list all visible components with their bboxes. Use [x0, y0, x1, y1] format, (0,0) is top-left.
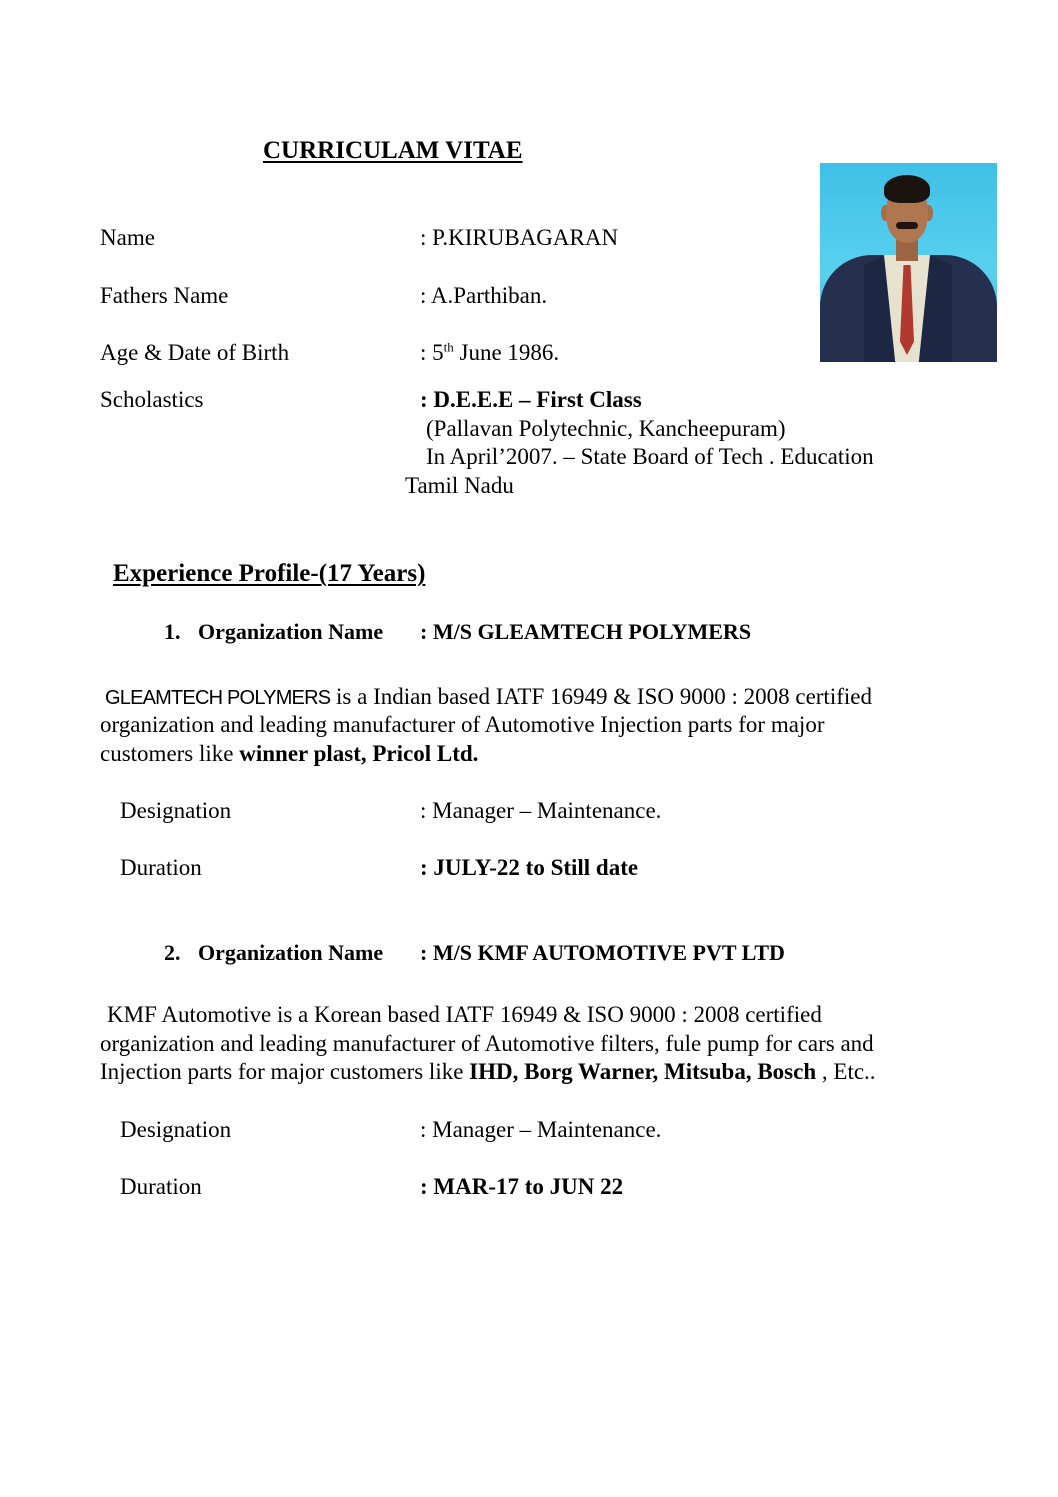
- org1-designation-value: : Manager – Maintenance.: [420, 798, 662, 823]
- scholastics-institution: (Pallavan Polytechnic, Kancheepuram): [426, 416, 786, 441]
- scholastics-state: Tamil Nadu: [405, 473, 514, 498]
- org2-desc-line2: organization and leading manufacturer of Automotive filters, fule pump for cars and: [100, 1031, 874, 1056]
- dob-value: : 5th June 1986.: [420, 339, 560, 365]
- org2-duration-value: : MAR-17 to JUN 22: [420, 1174, 624, 1199]
- org1-duration-value: : JULY-22 to Still date: [420, 855, 639, 880]
- org1-duration-label: Duration: [120, 855, 202, 880]
- name-label: Name: [100, 225, 155, 250]
- org1-designation-label: Designation: [120, 798, 232, 823]
- page-title: CURRICULAM VITAE: [263, 137, 523, 164]
- org2-label: Organization Name: [198, 940, 384, 965]
- father-label: Fathers Name: [100, 283, 229, 308]
- scholastics-label: Scholastics: [100, 387, 204, 412]
- scholastics-year: In April’2007. – State Board of Tech . Education: [426, 444, 874, 469]
- org1-value: : M/S GLEAMTECH POLYMERS: [420, 619, 752, 644]
- org1-desc-line1: GLEAMTECH POLYMERS is a Indian based IATF 16949 & ISO 9000 : 2008 certified: [105, 684, 872, 709]
- org2-designation-value: : Manager – Maintenance.: [420, 1117, 662, 1142]
- org2-duration-label: Duration: [120, 1174, 202, 1199]
- org1-label: Organization Name: [198, 619, 384, 644]
- experience-heading: Experience Profile-(17 Years): [113, 560, 426, 587]
- scholastics-value: : D.E.E.E – First Class: [420, 387, 642, 412]
- dob-label: Age & Date of Birth: [100, 340, 290, 365]
- org2-designation-label: Designation: [120, 1117, 232, 1142]
- org2-value: : M/S KMF AUTOMOTIVE PVT LTD: [420, 940, 785, 965]
- org1-desc-line3: customers like winner plast, Pricol Ltd.: [100, 741, 479, 766]
- org2-desc-line3: Injection parts for major customers like IHD, Borg Warner, Mitsuba, Bosch , Etc..: [100, 1059, 876, 1084]
- org2-desc-line1: KMF Automotive is a Korean based IATF 16949 & ISO 9000 : 2008 certified: [107, 1002, 822, 1027]
- org1-desc-line2: organization and leading manufacturer of Automotive Injection parts for major: [100, 712, 825, 737]
- org1-number: 1.: [164, 619, 181, 644]
- org2-number: 2.: [164, 940, 181, 965]
- father-value: : A.Parthiban.: [420, 283, 548, 308]
- profile-photo: [820, 163, 997, 362]
- name-value: : P.KIRUBAGARAN: [420, 225, 619, 250]
